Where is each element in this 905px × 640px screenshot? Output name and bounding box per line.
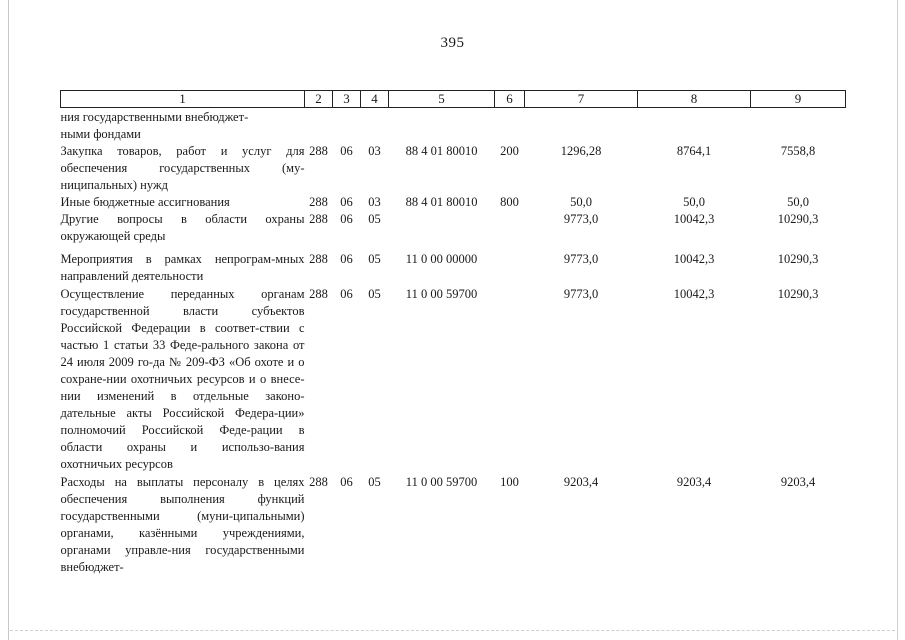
cell-type: 800 <box>500 195 519 209</box>
cell-value-8: 50,0 <box>683 195 705 209</box>
cell-subsection: 05 <box>368 252 381 266</box>
cell-type: 200 <box>500 144 519 158</box>
cell-type <box>495 285 525 473</box>
table-row <box>61 108 846 144</box>
cell-target: 88 4 01 80010 <box>405 144 478 158</box>
cell-section: 06 <box>340 144 353 158</box>
cell-value-7 <box>525 108 638 144</box>
row-name: Расходы на выплаты персоналу в целях обеспечения выполнения функций государственными (муни-ципальными) органами, казёнными учреждениями, органами управле-ния государственными внебюджет- <box>60 475 305 574</box>
column-header: 4 <box>361 91 389 108</box>
column-header: 6 <box>495 91 525 108</box>
table-row <box>61 211 846 245</box>
cell-value-8 <box>638 108 751 144</box>
cell-value-9: 9203,4 <box>780 475 816 489</box>
cell-code: 288 <box>309 144 328 158</box>
cell-value-8: 8764,1 <box>676 144 712 158</box>
cell-value-9: 10290,3 <box>777 252 819 266</box>
cell-subsection: 03 <box>368 144 381 158</box>
column-header: 5 <box>389 91 495 108</box>
column-header: 9 <box>751 91 846 108</box>
cell-code: 288 <box>309 287 328 301</box>
cell-target: 88 4 01 80010 <box>405 195 478 209</box>
cell-section: 06 <box>340 212 353 226</box>
cell-section: 06 <box>340 252 353 266</box>
column-header: 7 <box>525 91 638 108</box>
scan-bottom-edge <box>10 630 895 631</box>
cell-subsection: 03 <box>368 195 381 209</box>
cell-value-9 <box>751 108 846 144</box>
cell-section <box>333 108 361 144</box>
cell-value-9: 7558,8 <box>780 144 816 158</box>
page-edge-left <box>8 0 9 640</box>
row-name: Другие вопросы в области охраны окружающей среды <box>60 212 305 243</box>
cell-code: 288 <box>309 252 328 266</box>
row-name: Иные бюджетные ассигнования <box>60 195 230 209</box>
row-name: Мероприятия в рамках непрограм-мных направлений деятельности <box>60 252 305 283</box>
table-row <box>61 245 846 285</box>
page-number: 395 <box>440 35 465 51</box>
cell-section: 06 <box>340 287 353 301</box>
cell-target <box>389 211 495 245</box>
cell-subsection: 05 <box>368 212 381 226</box>
cell-target: 11 0 00 59700 <box>405 475 478 489</box>
cell-type <box>495 245 525 285</box>
budget-table <box>60 90 846 576</box>
cell-target: 11 0 00 00000 <box>405 252 478 266</box>
table-row <box>61 194 846 211</box>
page-edge-right <box>897 0 898 640</box>
row-name: ния государственными внебюджет- ными фондами <box>60 110 249 141</box>
cell-value-9: 50,0 <box>787 195 809 209</box>
table-row <box>61 473 846 576</box>
column-header: 8 <box>638 91 751 108</box>
cell-value-8: 10042,3 <box>673 252 715 266</box>
column-header: 1 <box>61 91 305 108</box>
cell-subsection <box>361 108 389 144</box>
cell-section: 06 <box>340 475 353 489</box>
cell-value-8: 10042,3 <box>673 287 715 301</box>
table-row <box>61 143 846 194</box>
table-row <box>61 285 846 473</box>
row-name: Закупка товаров, работ и услуг для обеспечения государственных (му-ниципальных) нужд <box>60 144 305 192</box>
cell-code: 288 <box>309 475 328 489</box>
table-header-row <box>61 91 846 108</box>
cell-value-8: 10042,3 <box>673 212 715 226</box>
cell-value-8: 9203,4 <box>676 475 712 489</box>
cell-value-7: 9773,0 <box>563 287 599 301</box>
column-header: 3 <box>333 91 361 108</box>
cell-subsection: 05 <box>368 475 381 489</box>
cell-value-7: 1296,28 <box>560 144 602 158</box>
cell-value-9: 10290,3 <box>777 212 819 226</box>
cell-code: 288 <box>309 212 328 226</box>
cell-target <box>389 108 495 144</box>
row-name: Осуществление переданных органам государственной власти субъектов Российской Федерации в соответ-ствии с частью 1 статьи 33 Феде-рального закона от 24 июля 2009 го-да № 209-ФЗ «Об охоте и о сохране-нии охотничьих ресурсов и о внесе-нии изменений в отдельные законо-дательные акты Российской Федера-ции» полномочий Российской Феде-рации в области охраны и использо-вания охотничьих ресурсов <box>60 287 305 471</box>
cell-target: 11 0 00 59700 <box>405 287 478 301</box>
cell-type: 100 <box>500 475 519 489</box>
cell-section: 06 <box>340 195 353 209</box>
cell-code: 288 <box>309 195 328 209</box>
cell-type <box>495 211 525 245</box>
cell-subsection: 05 <box>368 287 381 301</box>
column-header: 2 <box>305 91 333 108</box>
cell-code <box>305 108 333 144</box>
cell-type <box>495 108 525 144</box>
cell-value-7: 9773,0 <box>563 212 599 226</box>
cell-value-7: 9773,0 <box>563 252 599 266</box>
cell-value-7: 50,0 <box>570 195 592 209</box>
cell-value-7: 9203,4 <box>563 475 599 489</box>
cell-value-9: 10290,3 <box>777 287 819 301</box>
